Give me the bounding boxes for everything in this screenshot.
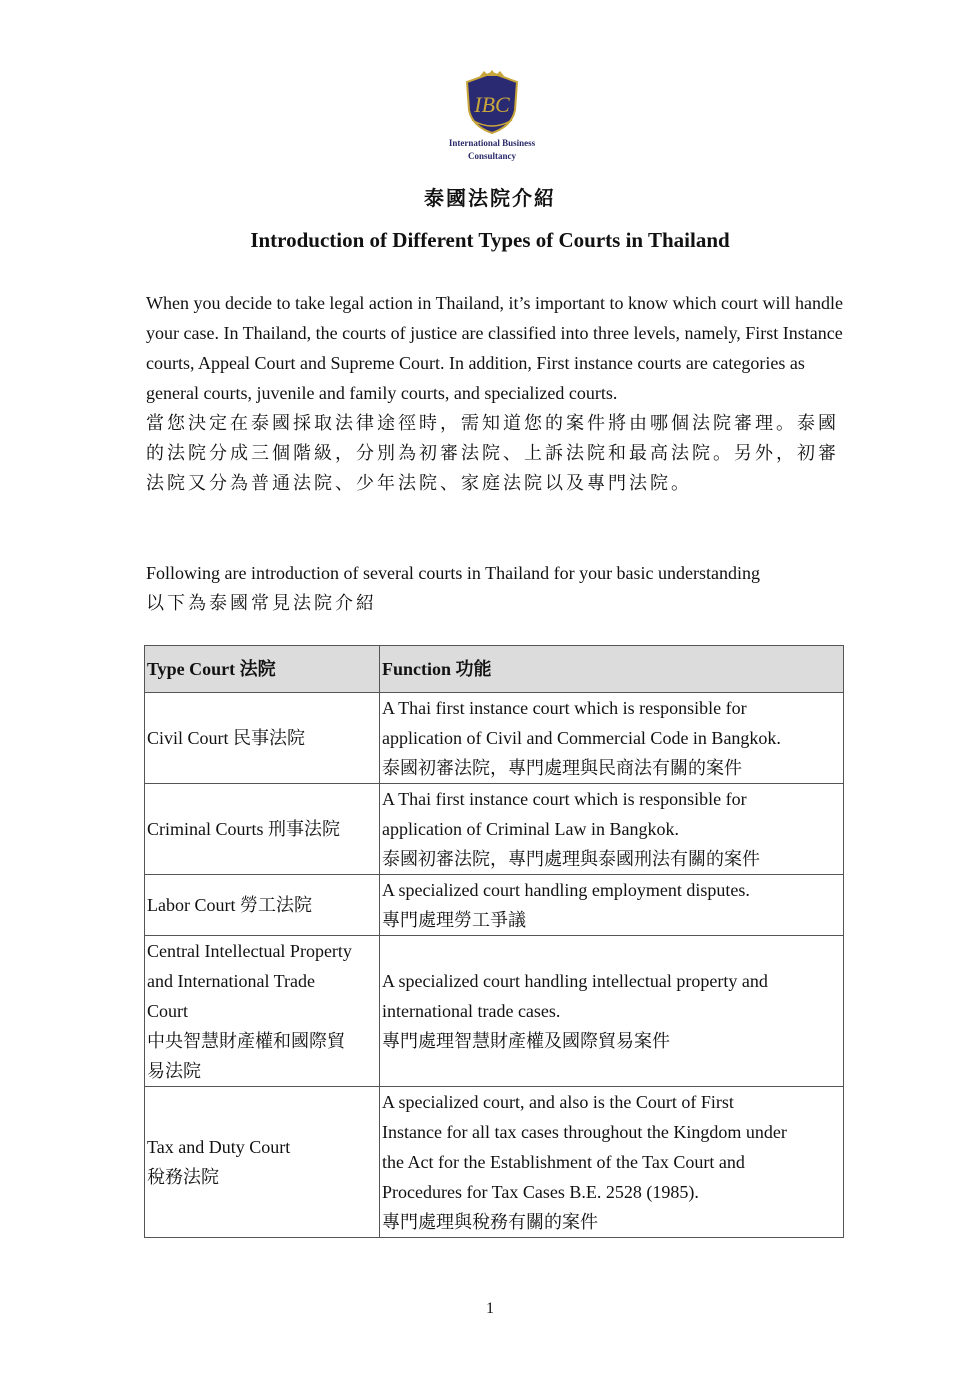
court-function-line: A specialized court handling employment disputes.: [382, 880, 750, 900]
court-name-cell: [145, 875, 380, 936]
court-name-line: Tax and Duty Court: [147, 1137, 291, 1157]
court-function-line: Procedures for Tax Cases B.E. 2528 (1985).: [382, 1182, 699, 1202]
court-name-cell: [145, 693, 380, 784]
court-name-cell: [145, 936, 380, 1087]
title-chinese: 泰國法院介紹: [424, 188, 556, 210]
table-row: [145, 1087, 844, 1238]
court-name-line: Central Intellectual Property: [147, 941, 352, 961]
logo-initials: IBC: [474, 92, 510, 117]
shield-logo-icon: [462, 70, 522, 136]
table-row: [145, 693, 844, 784]
court-function-line: Instance for all tax cases throughout the Kingdom under: [382, 1122, 787, 1142]
court-function-cell: [380, 693, 844, 784]
intro-chinese: 當您決定在泰國採取法律途徑時，需知道您的案件將由哪個法院審理。泰國的法院分成三個階級，分別為初審法院、上訴法院和最高法院。另外，初審法院又分為普通法院、少年法院、家庭法院以及專門法院。: [146, 413, 839, 493]
court-function-line: A Thai first instance court which is responsible for: [382, 789, 747, 809]
court-function-line: application of Criminal Law in Bangkok.: [382, 819, 679, 839]
court-function-line: application of Civil and Commercial Code in Bangkok.: [382, 728, 781, 748]
court-function-line: 專門處理智慧財產權及國際貿易案件: [382, 1031, 670, 1051]
intro-english: When you decide to take legal action in Thailand, it’s important to know which court will handle your case. In Thailand, the courts of justice are classified into three levels, namely, First Instance courts, Appeal Court and Supreme Court. In addition, First instance courts are categories as general courts, juvenile and family courts, and specialized courts.: [146, 293, 843, 403]
court-name-line: Criminal Courts 刑事法院: [147, 819, 340, 839]
court-name-cell: [145, 784, 380, 875]
court-function-line: A specialized court, and also is the Court of First: [382, 1092, 734, 1112]
court-function-cell: [380, 1087, 844, 1238]
logo-line-1: International Business: [448, 138, 536, 148]
court-function-line: 泰國初審法院，專門處理與泰國刑法有關的案件: [382, 849, 760, 869]
logo-line-2: Consultancy: [467, 151, 516, 161]
court-function-line: 專門處理與稅務有關的案件: [382, 1212, 598, 1232]
court-function-line: A Thai first instance court which is responsible for: [382, 698, 747, 718]
following-section: [146, 558, 846, 618]
court-name-line: Civil Court 民事法院: [147, 728, 306, 748]
following-english: Following are introduction of several courts in Thailand for your basic understanding: [146, 563, 761, 583]
title-english: Introduction of Different Types of Courts in Thailand: [250, 228, 730, 252]
court-name-line: and International Trade: [147, 971, 315, 991]
courts-table: [144, 645, 844, 1238]
court-name-line: 易法院: [147, 1061, 201, 1081]
court-function-cell: [380, 875, 844, 936]
header-function: Function 功能: [380, 646, 844, 693]
table-row: [145, 784, 844, 875]
table-row: [145, 936, 844, 1087]
court-name-line: 稅務法院: [147, 1167, 219, 1187]
court-name-line: 中央智慧財產權和國際貿: [147, 1031, 345, 1051]
intro-section: [146, 288, 846, 498]
court-function-line: A specialized court handling intellectual property and: [382, 971, 768, 991]
court-function-cell: [380, 936, 844, 1087]
following-chinese: 以下為泰國常見法院介紹: [146, 593, 377, 613]
table-row: [145, 875, 844, 936]
header-type-court: Type Court 法院: [145, 646, 380, 693]
court-function-line: the Act for the Establishment of the Tax Court and: [382, 1152, 745, 1172]
court-name-line: Court: [147, 1001, 189, 1021]
court-name-line: Labor Court 勞工法院: [147, 895, 312, 915]
table-header-row: [145, 646, 844, 693]
company-logo: [430, 70, 554, 162]
court-function-line: 泰國初審法院，專門處理與民商法有關的案件: [382, 758, 742, 778]
court-function-line: 專門處理勞工爭議: [382, 910, 526, 930]
court-name-cell: [145, 1087, 380, 1238]
court-function-cell: [380, 784, 844, 875]
page-number: 1: [486, 1300, 494, 1317]
court-function-line: international trade cases.: [382, 1001, 561, 1021]
